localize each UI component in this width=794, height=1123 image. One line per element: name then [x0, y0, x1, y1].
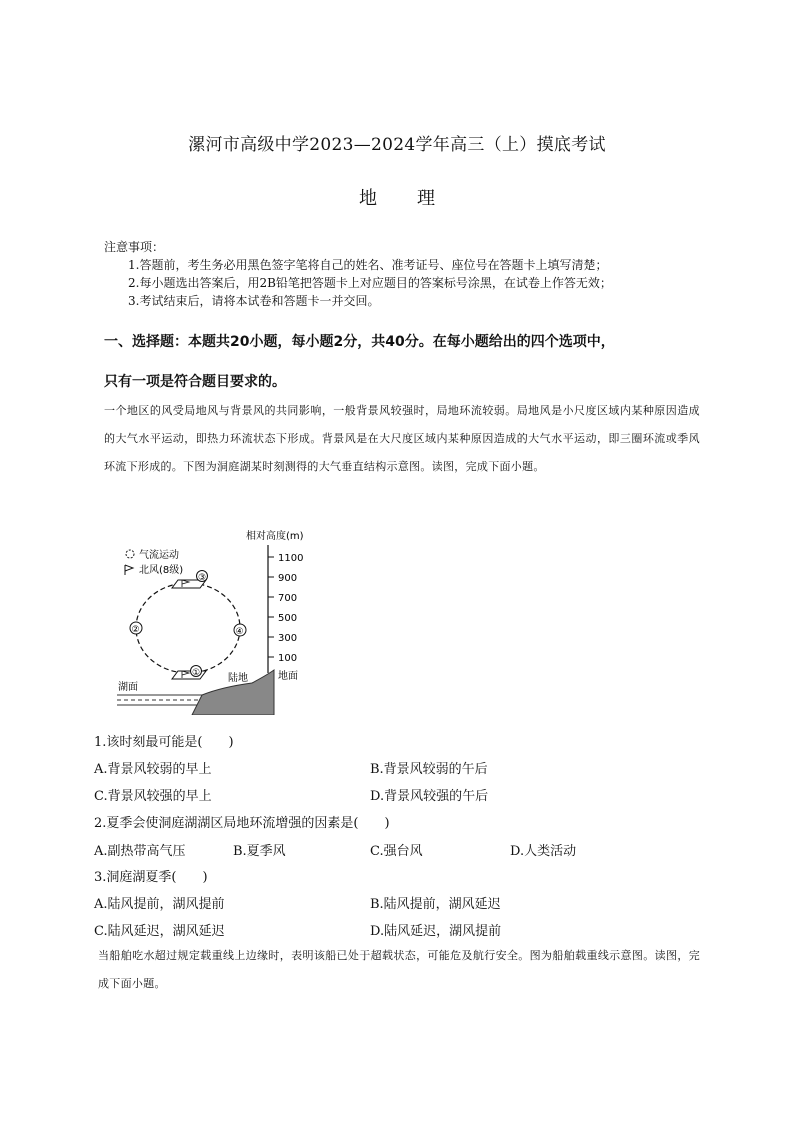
question-3-option-c[interactable]: C.陆风延迟，湖风延迟 [94, 924, 225, 939]
legend-circle-icon [126, 550, 134, 558]
question-3-option-a[interactable]: A.陆风提前，湖风提前 [94, 897, 225, 912]
subject-char-2: 理 [417, 188, 435, 209]
atmosphere-figure [112, 525, 312, 715]
question-3-option-d[interactable]: D.陆风延迟，湖风提前 [370, 924, 502, 939]
legend-circulation-label: 气流运动 [139, 550, 179, 561]
question-2-option-a[interactable]: A.副热带高气压 [94, 844, 186, 859]
lake-label: 湖面 [118, 682, 138, 693]
question-3-stem: 3.洞庭湖夏季( ) [94, 870, 208, 885]
exam-title: 漯河市高级中学2023—2024学年高三（上）摸底考试 [188, 135, 606, 155]
notice-heading: 注意事项： [104, 240, 165, 254]
ground-label: 地面 [278, 671, 298, 682]
tick-label: 300 [278, 633, 298, 644]
wind-flag-icon [125, 565, 133, 575]
notice-item: 1.答题前，考生务必用黑色签字笔将自己的姓名、准考证号、座位号在答题卡上填写清楚； [128, 258, 608, 272]
notice-item: 2.每小题选出答案后，用2B铅笔把答题卡上对应题目的答案标号涂黑，在试卷上作答无效； [128, 276, 612, 290]
question-3-option-b[interactable]: B.陆风提前，湖风延迟 [370, 897, 501, 912]
marker-2-label: ② [131, 625, 140, 635]
legend-wind-label: 北风(8级) [139, 565, 184, 576]
question-1-option-b[interactable]: B.背景风较弱的午后 [370, 762, 488, 777]
passage-1: 一个地区的风受局地风与背景风的共同影响，一般背景风较强时，局地环流较弱。局地风是小尺度区域内某种原因造成的大气水平运动，即热力环流状态下形成。背景风是在大尺度区域内某种原因造成的大气水平运动，即三圈环流或季风环流下形成的。下图为洞庭湖某时刻测得的大气垂直结构示意图。读图，完成下面小题。 [104, 404, 700, 473]
marker-1-label: ① [192, 668, 201, 678]
tick-label: 900 [278, 573, 298, 584]
marker-4-label: ④ [235, 627, 244, 637]
circulation-loop [136, 583, 240, 673]
notice-item: 3.考试结束后，请将本试卷和答题卡一并交回。 [128, 294, 380, 308]
marker-3-label: ③ [198, 573, 207, 583]
question-1-option-d[interactable]: D.背景风较强的午后 [370, 789, 489, 804]
question-2-option-d[interactable]: D.人类活动 [510, 844, 577, 859]
land-label: 陆地 [228, 673, 248, 684]
tick-label: 100 [278, 653, 298, 664]
subject-char-1: 地 [359, 188, 377, 209]
subject-title [0, 184, 794, 210]
tick-label: 1100 [278, 553, 304, 564]
passage-2: 当船舶吃水超过规定载重线上边缘时，表明该船已处于超载状态，可能危及航行安全。图为船舶载重线示意图。读图，完成下面小题。 [98, 949, 700, 990]
notice-block [104, 238, 612, 310]
question-2-option-b[interactable]: B.夏季风 [233, 844, 286, 859]
question-1-option-c[interactable]: C.背景风较强的早上 [94, 789, 212, 804]
question-2-option-c[interactable]: C.强台风 [370, 844, 423, 859]
question-1-option-a[interactable]: A.背景风较弱的早上 [94, 762, 212, 777]
section-heading-line2: 只有一项是符合题目要求的。 [104, 374, 286, 390]
tick-label: 500 [278, 613, 298, 624]
question-2-stem: 2.夏季会使洞庭湖湖区局地环流增强的因素是( ) [94, 816, 390, 831]
question-1-stem: 1.该时刻最可能是( ) [94, 735, 234, 750]
axis-title: 相对高度(m) [246, 531, 304, 542]
tick-label: 700 [278, 593, 298, 604]
section-heading-line1: 一、选择题：本题共20小题，每小题2分，共40分。在每小题给出的四个选项中， [104, 334, 615, 350]
